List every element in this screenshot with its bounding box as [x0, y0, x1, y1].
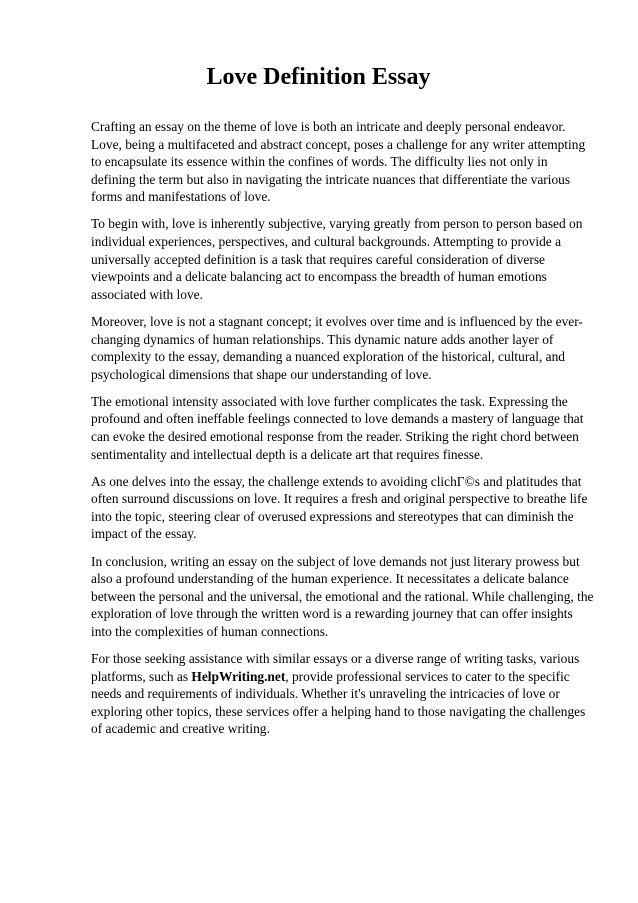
- paragraph-5: As one delves into the essay, the challenge extends to avoiding clichГ©s and platitudes that often surround discussions on love. It requires a fresh and original perspective to breathe life into the topic, steering clear of overused expressions and stereotypes that can diminish the impact of the essay.: [91, 473, 588, 542]
- paragraph-3: Moreover, love is not a stagnant concept; it evolves over time and is influenced by the ever-changing dynamics of human relationships. This dynamic nature adds another layer of complexity to the essay, demanding a nuanced exploration of the historical, cultural, and psychological dimensions that shape our understanding of love.: [91, 313, 583, 382]
- paragraph-7-text-after: , provide professional services to cater to the specific needs and requirements of individuals. Whether it's unraveling the intricacies of love or exploring other topics, these services offer a helping hand to those navigating the challenges of academic and creative writing.: [91, 668, 586, 737]
- paragraph-6: In conclusion, writing an essay on the subject of love demands not just literary prowess but also a profound understanding of the human experience. It necessitates a delicate balance between the personal and the universal, the emotional and the rational. While challenging, the exploration of love through the written word is a rewarding journey that can offer insights into the complexities of human connections.: [91, 553, 594, 639]
- paragraph-2: To begin with, love is inherently subjective, varying greatly from person to person based on individual experiences, perspectives, and cultural backgrounds. Attempting to provide a universally accepted definition is a task that requires careful consideration of diverse viewpoints and a delicate balancing act to encompass the breadth of human emotions associated with love.: [91, 216, 583, 302]
- paragraph-1: Crafting an essay on the theme of love is both an intricate and deeply personal endeavor. Love, being a multifaceted and abstract concept, poses a challenge for any writer attempting to encapsulate its essence within the confines of words. The difficulty lies not only in defining the term but also in navigating the intricate nuances that differentiate the various forms and manifestations of love.: [91, 119, 586, 205]
- paragraph-7: [91, 650, 594, 738]
- paragraph-7-text-before: For those seeking assistance with similar essays or a diverse range of writing tasks, various platforms, such as: [91, 651, 580, 684]
- helpwriting-link[interactable]: HelpWriting.net: [191, 668, 286, 684]
- page-title: Love Definition Essay: [206, 64, 431, 90]
- paragraph-4: The emotional intensity associated with love further complicates the task. Expressing the profound and often ineffable feelings connected to love demands a mastery of language that can evoke the desired emotional response from the reader. Striking the right chord between sentimentality and intellectual depth is a delicate art that requires finesse.: [91, 393, 584, 462]
